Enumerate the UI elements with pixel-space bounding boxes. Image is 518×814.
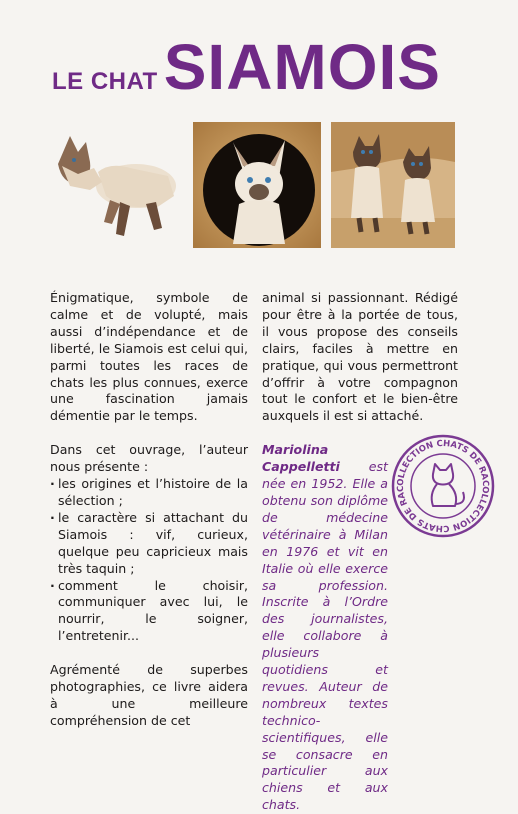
sitting-cat-icon <box>432 464 464 506</box>
stamp-text-bottom: OLLECTION CHATS DE RAC <box>395 485 491 534</box>
lead-paragraph: Dans cet ouvrage, l’auteur nous présente : <box>50 442 248 475</box>
title-main: SIAMOIS <box>163 31 441 103</box>
author-bio-part-b: Inscrite à l’Ordre des journalistes, elle collabore à plusieurs quotidiens et revues. Auteur de nombreux textes technico-scientifiques, elle se consacre en particulier aux chiens et aux chats. <box>262 594 388 813</box>
author-bio-part-a: est née en 1952. Elle a obtenu son diplôme de médecine vétérinaire à Milan en 1976 et vit en Italie où elle exerce sa profession. <box>262 459 388 593</box>
list-item: . comment le choisir, communiquer avec lui, le nourrir, le soigner, l’entretenir... <box>50 578 248 646</box>
list-item: . les origines et l’histoire de la sélection ; <box>50 476 248 510</box>
intro-paragraph: Énigmatique, symbole de calme et de volupté, mais aussi d’indépendance et de liberté, le Siamois est celui qui, parmi toutes les races de chats les plus connues, exerce une fascination jamais démentie par le temps. <box>50 290 248 424</box>
closing-paragraph: Agrémenté de superbes photographies, ce livre aidera à une meilleure compréhension de cet <box>50 662 248 728</box>
siamese-cat-walking-photo <box>50 122 180 248</box>
title-prefix: LE CHAT <box>52 68 158 95</box>
stamp-text-top: OLLECTION CHATS DE RAC <box>395 438 491 487</box>
collection-stamp <box>389 432 497 540</box>
text-column-left <box>50 290 248 730</box>
author-name: Mariolina Cappelletti <box>262 442 340 475</box>
svg-text:COLLECTION CHATS DE RACE <box>389 432 490 487</box>
topics-list <box>50 476 248 645</box>
siamese-kitten-in-hole-photo <box>193 122 321 248</box>
list-item: . le caractère si attachant du Siamois : vif, curieux, quelque peu capricieux mais très taquin ; <box>50 510 248 578</box>
continuation-paragraph: animal si passionnant. Rédigé pour être à la portée de tous, il vous propose des conseils clairs, faciles à mettre en pratique, qui vous permettront d’offrir à votre compagnon tout le confort et le bien-être auxquels il est si attaché. <box>262 290 458 424</box>
two-siamese-kittens-photo <box>331 122 455 248</box>
text-column-right <box>262 290 458 814</box>
page-title <box>52 30 441 104</box>
